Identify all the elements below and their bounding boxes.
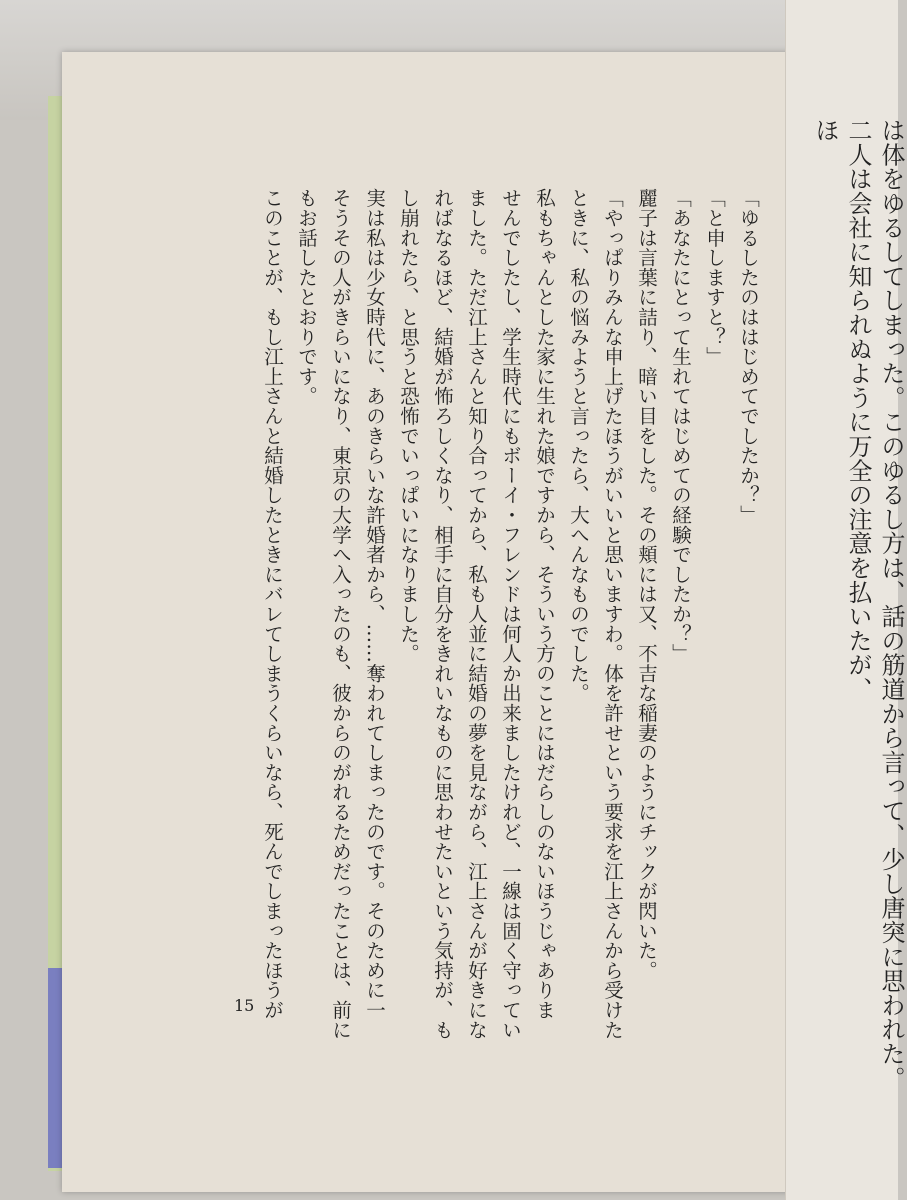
page-number: 15 <box>234 996 255 1015</box>
text-line: 麗子は言葉に詰り、暗い目をした。その頬には又、不吉な稲妻のようにチックが閃いた。 <box>635 188 658 980</box>
text-line: 「あなたにとって生れてはじめての経験でしたか？」 <box>669 188 692 664</box>
text-line: ときに、私の悩みようと言ったら、大へんなものでした。 <box>567 188 590 703</box>
text-line: 「ゆるしたのははじめてでしたか？」 <box>737 188 760 525</box>
text-line: 「と申しますと？」 <box>703 188 726 367</box>
text-line: し崩れたら、と思うと恐怖でいっぱいになりました。 <box>397 188 420 664</box>
text-line: ました。ただ江上さんと知り合ってから、私も人並に結婚の夢を見ながら、江上さんが好きにな <box>465 188 488 1040</box>
text-line: 「やっぱりみんな申上げたほうがいいと思いますわ。体を許せという要求を江上さんから受けた <box>601 188 624 1040</box>
text-line: ればなるほど、結婚が怖ろしくなり、相手に自分をきれいなものに思わせたいという気持が、も <box>431 188 454 1040</box>
left-page-text <box>255 188 765 1040</box>
text-line: このことが、もし江上さんと結婚したときにバレてしまうくらいなら、死んでしまったほうが <box>261 188 284 1020</box>
right-page-text <box>808 118 907 1090</box>
text-line: ほ <box>811 118 839 143</box>
text-line: せんでしたし、学生時代にもボーイ・フレンドは何人か出来ましたけれど、一線は固く守ってい <box>499 188 522 1040</box>
text-line: 私もちゃんとした家に生れた娘ですから、そういう方のことにはだらしのないほうじゃありま <box>533 188 556 1020</box>
text-line: 実は私は少女時代に、あのきらいな許婚者から、……奪われてしまったのです。そのために一 <box>363 188 386 1020</box>
text-line: そうその人がきらいになり、東京の大学へ入ったのも、彼からのがれるためだったことは、前に <box>329 188 352 1040</box>
text-line: 二人は会社に知られぬように万全の注意を払いたが、 <box>844 118 872 702</box>
text-line: もお話したとおりです。 <box>295 188 318 406</box>
text-line: は体をゆるしてしまった。このゆるし方は、話の筋道から言って、少し唐突に思われた。 <box>877 118 905 1090</box>
